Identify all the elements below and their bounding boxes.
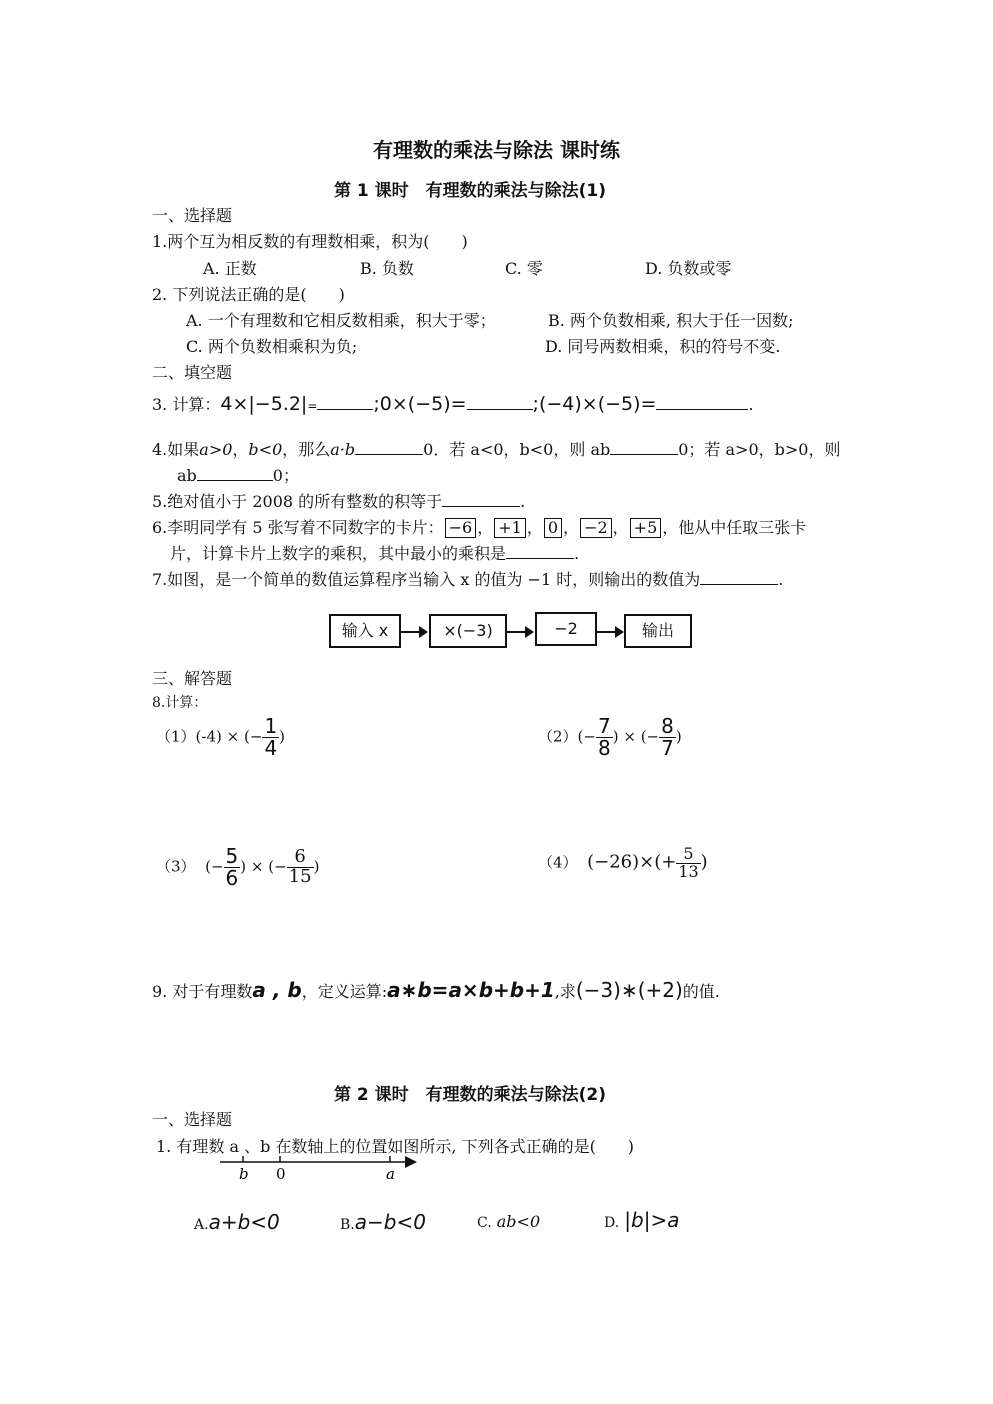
- option-a-expr: a+b<0: [208, 1210, 280, 1234]
- q8-3-fraction-1: [224, 846, 241, 889]
- q5-blank[interactable]: [442, 492, 520, 507]
- flow-subtract-box: −2: [535, 612, 597, 646]
- q1-option-a: A. 正数: [203, 259, 257, 278]
- q6-card-4: −2: [580, 518, 612, 538]
- q3-label: 3. 计算：: [152, 395, 221, 414]
- q8-3-numerator-2: 6: [287, 848, 314, 868]
- option-b-expr: a−b<0: [354, 1210, 426, 1234]
- q4-blank-1[interactable]: [355, 440, 423, 455]
- lesson2-title: 第 2 课时 有理数的乘法与除法(2): [333, 1085, 607, 1105]
- q8-2-numerator-2: 8: [661, 714, 674, 738]
- flow-arrow-2: [505, 631, 532, 633]
- q8-4-denominator: 13: [678, 861, 699, 881]
- q7-blank[interactable]: [700, 570, 778, 585]
- q8-part-3: [156, 846, 319, 889]
- q4-text-7: 0；: [272, 466, 299, 485]
- q6-end: .: [574, 544, 580, 563]
- q8-4-number: （4）: [538, 853, 578, 872]
- q9-definition: a∗b=a×b+b+1: [387, 978, 555, 1002]
- q8-1-close: ): [279, 727, 286, 746]
- q8-3-times: ×: [250, 857, 264, 876]
- q2-option-b: B. 两个负数相乘, 积大于任一因数;: [548, 311, 794, 330]
- q6-text-2: ，他从中任取三张卡: [662, 518, 807, 537]
- lesson2-q1-option-c: [477, 1212, 540, 1231]
- q9-text-3: ,求: [554, 982, 576, 1001]
- q8-4-numerator: 5: [676, 846, 700, 864]
- q4-line1: [152, 437, 840, 460]
- q4-product: a·b: [330, 440, 356, 459]
- q8-2-open-1: (−: [577, 727, 596, 746]
- q2-option-d: D. 同号两数相乘，积的符号不变.: [545, 337, 781, 356]
- q2-option-c: C. 两个负数相乘积为负;: [186, 337, 358, 356]
- q5-text: 5.绝对值小于 2008 的所有整数的积等于: [152, 492, 443, 511]
- q9-line: [152, 978, 720, 1002]
- q8-part-4: [538, 846, 708, 881]
- q9-vars: a , b: [252, 978, 302, 1002]
- number-line-label-zero: 0: [276, 1165, 286, 1183]
- option-d-label: D.: [604, 1215, 620, 1231]
- q8-label: 8.计算：: [152, 695, 208, 711]
- q6-card-3: 0: [544, 518, 562, 538]
- q3-blank-3[interactable]: [656, 395, 748, 410]
- number-line-label-a: a: [386, 1165, 395, 1183]
- q8-2-fraction-1: [596, 716, 613, 759]
- q8-3-denominator-1: 6: [225, 866, 239, 890]
- q8-4-close: ): [700, 851, 708, 873]
- q8-3-close-2: ): [313, 857, 320, 876]
- q6-blank[interactable]: [506, 544, 574, 559]
- q9-text-2: ，定义运算:: [301, 982, 388, 1001]
- q8-2-open-2: (−: [640, 727, 660, 746]
- q6-card-2: +1: [494, 518, 526, 538]
- q4-text-2: ，: [232, 440, 249, 459]
- q8-3-close-1: ): [240, 857, 247, 876]
- q1-option-c: C. 零: [505, 259, 543, 278]
- page-title: 有理数的乘法与除法 课时练: [373, 138, 620, 162]
- q6-line2: [170, 541, 579, 564]
- q1-stem: 1.两个互为相反数的有理数相乘，积为( ): [152, 232, 468, 251]
- q8-2-denominator-2: 7: [661, 736, 674, 760]
- q3-expr1: 4×|−5.2|: [220, 393, 308, 415]
- number-line-label-b: b: [239, 1165, 249, 1183]
- q7-line: [152, 567, 783, 590]
- number-line-arrow: [405, 1156, 417, 1168]
- q8-3-fraction-2: [287, 848, 314, 887]
- q8-3-number: （3）: [156, 857, 196, 876]
- option-d-expr: |b|>a: [624, 1208, 680, 1232]
- lesson2-q1-option-d: [604, 1208, 679, 1232]
- q4-text-5: 0；若 a>0，b>0，则: [678, 440, 841, 459]
- q7-end: .: [778, 570, 784, 589]
- q8-1-denominator: 4: [264, 736, 278, 760]
- option-c-expr: ab<0: [496, 1212, 541, 1231]
- q9-text-1: 9. 对于有理数: [152, 982, 253, 1001]
- q6-line1: 6.李明同学有 5 张写着不同数字的卡片： −6 ， +1 ， 0 ， −2 ， +5 ，他从中任取三张卡: [152, 518, 807, 537]
- q6-card-1: −6: [445, 518, 477, 538]
- q3-blank-2[interactable]: [467, 395, 533, 410]
- q9-expression: (−3)∗(+2): [575, 978, 683, 1002]
- q8-part-2: [538, 716, 682, 759]
- q3-expr2: ;0×(−5)=: [373, 393, 467, 415]
- q5-end: .: [520, 492, 526, 511]
- number-line: [215, 1152, 425, 1186]
- q8-2-number: （2）: [538, 727, 578, 746]
- lesson2-q1-option-b: [340, 1210, 426, 1234]
- q3-expr3: ;(−4)×(−5)=: [532, 393, 657, 415]
- q8-4-fraction: [676, 846, 700, 881]
- q8-3-open-2: (−: [268, 857, 287, 876]
- flow-multiply-box: ×(−3): [429, 614, 507, 648]
- q6-text-3: 片，计算卡片上数字的乘积，其中最小的乘积是: [170, 544, 507, 563]
- q4-blank-2[interactable]: [610, 440, 678, 455]
- q3-end: .: [748, 395, 754, 414]
- lesson2-q1-stem: 1. 有理数 a 、b 在数轴上的位置如图所示, 下列各式正确的是( ): [156, 1137, 635, 1156]
- q8-part-1: [156, 716, 285, 759]
- q4-text-1: 4.如果: [152, 440, 200, 459]
- q4-cond-a: a>0: [199, 440, 233, 459]
- flow-output-box: 输出: [624, 614, 692, 648]
- q3-eq: =: [307, 399, 318, 413]
- q1-option-d: D. 负数或零: [645, 259, 732, 278]
- q4-cond-b: b<0: [248, 440, 283, 459]
- q8-1-factor: (-4): [195, 727, 222, 746]
- flow-arrow-3: [595, 631, 622, 633]
- q8-2-close-1: ): [612, 727, 619, 746]
- option-c-label: C.: [477, 1215, 492, 1231]
- lesson1-title: 第 1 课时 有理数的乘法与除法(1): [333, 181, 607, 201]
- q5-line: [152, 489, 525, 512]
- q8-2-fraction-2: [659, 716, 676, 759]
- q8-3-numerator-1: 5: [225, 844, 239, 868]
- lesson2-section-choice-heading: 一、选择题: [152, 1110, 233, 1129]
- section-solve-heading: 三、解答题: [152, 669, 233, 688]
- q8-1-number: （1）: [156, 727, 196, 746]
- section-choice-heading: 一、选择题: [152, 206, 233, 225]
- q1-option-b: B. 负数: [360, 259, 414, 278]
- q8-2-close-2: ): [675, 727, 682, 746]
- q8-2-times: ×: [623, 727, 636, 746]
- option-a-label: A.: [194, 1217, 209, 1233]
- q7-text: 7.如图，是一个简单的数值运算程序当输入 x 的值为 −1 时，则输出的数值为: [152, 570, 701, 589]
- section-fill-heading: 二、填空题: [152, 363, 233, 382]
- q3-blank-1[interactable]: [317, 395, 373, 410]
- flow-arrow-1: [399, 631, 426, 633]
- flow-input-box: 输入 x: [329, 614, 401, 648]
- q8-4-expression: (−26)×(+: [587, 851, 677, 873]
- q6-card-5: +5: [630, 518, 662, 538]
- q6-text-1: 6.李明同学有 5 张写着不同数字的卡片：: [152, 518, 444, 537]
- q2-stem: 2. 下列说法正确的是( ): [152, 285, 345, 304]
- option-b-label: B.: [340, 1217, 355, 1233]
- q8-2-numerator-1: 7: [597, 714, 611, 738]
- q4-text-4: 0．若 a<0，b<0，则 ab: [423, 440, 611, 459]
- q8-1-times: ×: [226, 727, 240, 746]
- q8-3-open-1: (−: [205, 857, 224, 876]
- q8-1-numerator: 1: [264, 714, 278, 738]
- lesson2-q1-option-a: [194, 1210, 280, 1234]
- q8-1-open: (−: [244, 727, 263, 746]
- q8-3-denominator-2: 15: [288, 866, 312, 887]
- q2-option-a: A. 一个有理数和它相反数相乘，积大于零；: [186, 311, 496, 330]
- q4-text-6: ab: [177, 466, 197, 485]
- q4-text-3: ，那么: [282, 440, 331, 459]
- q9-text-4: 的值.: [682, 982, 720, 1001]
- q4-line2: [177, 463, 299, 486]
- q8-1-fraction: [262, 716, 279, 759]
- q8-2-denominator-1: 8: [597, 736, 611, 760]
- q4-blank-3[interactable]: [197, 466, 273, 481]
- q3-line: [152, 392, 754, 415]
